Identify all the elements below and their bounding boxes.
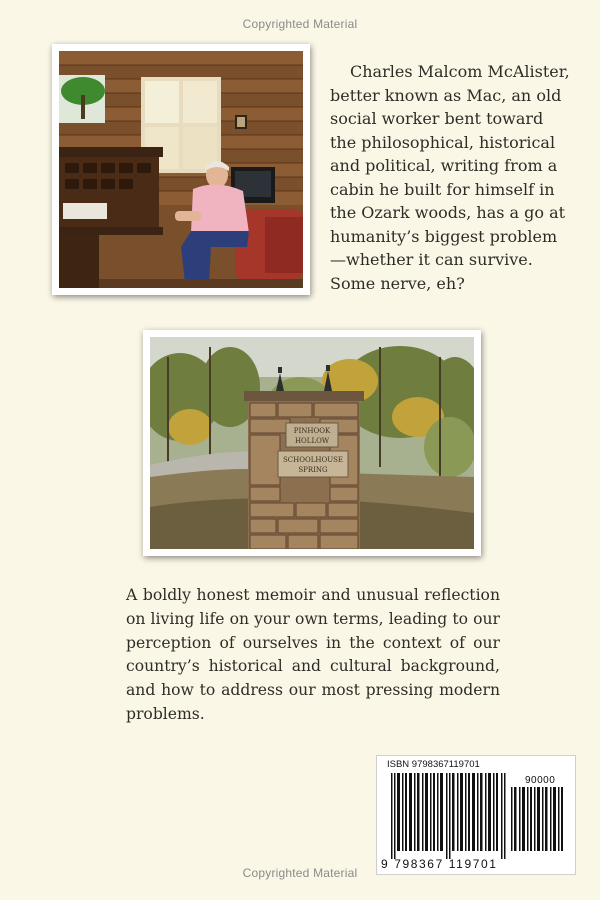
gate-sign-line2: HOLLOW [294, 437, 330, 445]
isbn-label: ISBN 9798367119701 [387, 759, 480, 770]
price-code: 90000 [525, 775, 556, 786]
copyright-watermark-bottom: Copyrighted Material [242, 866, 358, 880]
author-cabin-image [59, 51, 303, 288]
addon-bars [511, 787, 565, 851]
gate-sign-line1: PINHOOK [293, 427, 331, 435]
book-blurb: A boldly honest memoir and unusual reflection on living life on your own terms, leading to our perception of ourselves in the context of our country’s historical and cultural background, and how to address our most pressing modern problems. [126, 586, 500, 723]
ean-bars [391, 773, 507, 859]
author-cabin-photo [52, 44, 310, 295]
stone-gate-photo [143, 330, 481, 556]
gate-sign-line3: SCHOOLHOUSE [282, 456, 344, 464]
isbn-barcode [376, 755, 576, 875]
copyright-watermark-top: Copyrighted Material [242, 17, 358, 31]
gate-sign-line4: SPRING [298, 466, 328, 474]
stone-gate-image [150, 337, 474, 549]
ean-digits: 9 798367 119701 [381, 857, 498, 871]
author-bio: Charles Malcom McAlister, better known as Mac, an old social worker bent toward the philosophical, historical and political, writing from a cabin he built for himself in the Ozark woods, has a go at humanity’s biggest problem—whether it can survive. Some nerve, eh? [330, 62, 570, 293]
